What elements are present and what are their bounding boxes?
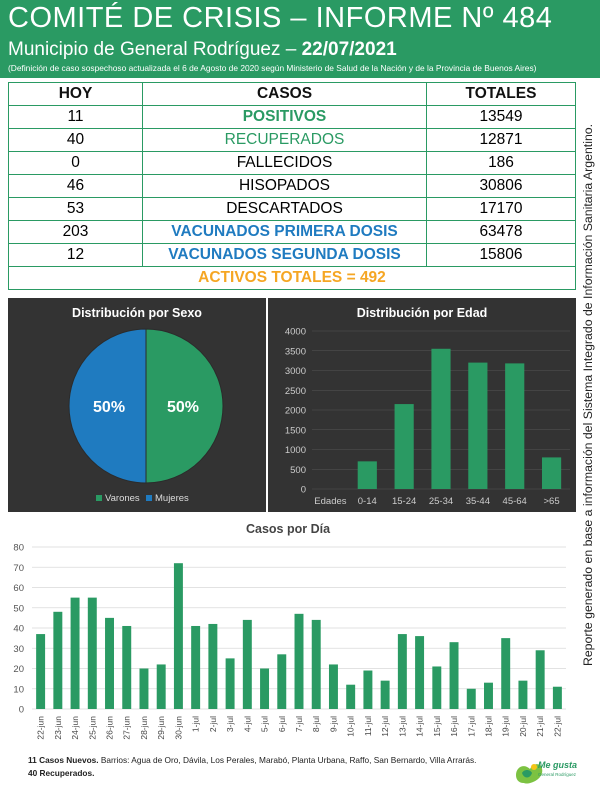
day-bar bbox=[122, 626, 131, 709]
sex-pie-chart bbox=[8, 298, 266, 512]
logo-text: Me gusta bbox=[538, 760, 578, 770]
table-row bbox=[9, 175, 576, 198]
x-tick-label: 5-jul bbox=[259, 716, 270, 733]
casos-cell: RECUPERADOS bbox=[143, 129, 427, 152]
x-tick-label: 10-jul bbox=[345, 716, 356, 737]
footnote-recovered: 40 Recuperados. bbox=[28, 768, 95, 778]
y-tick-label: 30 bbox=[13, 643, 24, 655]
y-tick-label: 3500 bbox=[284, 346, 306, 358]
daily-chart-title: Casos por Día bbox=[245, 522, 331, 536]
x-tick-label: 25-jun bbox=[87, 716, 98, 740]
casos-cell: HISOPADOS bbox=[143, 175, 427, 198]
daily-bar-chart bbox=[0, 536, 576, 754]
cases-table bbox=[8, 82, 576, 290]
day-bar bbox=[346, 685, 355, 709]
report-subtitle bbox=[8, 39, 397, 61]
barrios-list: Barrios: Agua de Oro, Dávila, Los Perales, Marabó, Planta Urbana, Raffo, San Bernardo, Villa Arrarás. bbox=[98, 755, 477, 765]
day-bar bbox=[53, 612, 62, 709]
hoy-cell: 40 bbox=[9, 129, 143, 152]
y-tick-label: 10 bbox=[13, 684, 24, 696]
x-tick-label: 7-jul bbox=[294, 716, 304, 733]
day-bar bbox=[363, 671, 372, 709]
hoy-cell: 203 bbox=[9, 221, 143, 244]
legend-label: Mujeres bbox=[155, 493, 189, 504]
casos-cell: DESCARTADOS bbox=[143, 198, 427, 221]
y-tick-label: 60 bbox=[13, 583, 24, 594]
hoy-cell: 0 bbox=[9, 152, 143, 175]
day-bar bbox=[277, 654, 286, 709]
x-tick-label: 35-44 bbox=[465, 496, 491, 507]
age-bar bbox=[542, 457, 561, 489]
age-bar bbox=[358, 461, 377, 489]
age-bar bbox=[468, 363, 487, 489]
x-tick-label: 25-34 bbox=[428, 496, 454, 507]
x-tick-label: 15-jul bbox=[431, 716, 442, 737]
y-tick-label: 4000 bbox=[284, 326, 306, 338]
x-tick-label: 4-jul bbox=[242, 716, 253, 733]
table-row bbox=[9, 244, 576, 267]
pie-value-label: 50% bbox=[93, 399, 126, 416]
header-totales: TOTALES bbox=[427, 83, 576, 106]
y-tick-label: 50 bbox=[13, 603, 24, 615]
day-bar bbox=[329, 664, 338, 709]
totales-cell: 30806 bbox=[427, 175, 576, 198]
x-tick-label: 8-jul bbox=[311, 716, 322, 733]
x-tick-label: 30-jun bbox=[173, 716, 184, 740]
x-tick-label: 2-jul bbox=[207, 716, 218, 733]
hoy-cell: 46 bbox=[9, 175, 143, 198]
day-bar bbox=[518, 681, 527, 709]
sex-chart-panel bbox=[8, 298, 266, 512]
age-bar bbox=[431, 349, 450, 489]
x-tick-label: 14-jul bbox=[414, 716, 425, 737]
x-tick-label: 29-jun bbox=[156, 716, 167, 740]
day-bar bbox=[553, 687, 562, 709]
age-bar bbox=[395, 404, 414, 489]
x-tick-label: 13-jul bbox=[397, 716, 408, 737]
age-bar-chart bbox=[268, 298, 576, 512]
day-bar bbox=[484, 683, 493, 709]
definition-note: (Definición de caso sospechoso actualizada el 6 de Agosto de 2020 según Ministerio de Salud de la Nación y de la Provincia de Buenos Aires) bbox=[8, 63, 537, 73]
day-bar bbox=[226, 658, 235, 709]
day-bar bbox=[243, 620, 252, 709]
totales-cell: 12871 bbox=[427, 129, 576, 152]
y-tick-label: 3000 bbox=[284, 366, 306, 377]
day-bar bbox=[381, 681, 390, 709]
x-tick-label: 9-jul bbox=[328, 716, 339, 733]
day-bar bbox=[157, 664, 166, 709]
x-tick-label: 0-14 bbox=[357, 496, 377, 507]
x-tick-label: 45-64 bbox=[502, 496, 527, 507]
header-hoy: HOY bbox=[9, 83, 143, 106]
x-tick-label: 18-jul bbox=[483, 716, 494, 737]
casos-cell: POSITIVOS bbox=[143, 106, 427, 129]
hoy-cell: 53 bbox=[9, 198, 143, 221]
hoy-cell: 12 bbox=[9, 244, 143, 267]
table-row bbox=[9, 106, 576, 129]
casos-cell: VACUNADOS SEGUNDA DOSIS bbox=[143, 244, 427, 267]
source-text: Reporte generado en base a información del Sistema Integrado de Información Sanitaria Argentino. bbox=[581, 123, 595, 667]
sex-chart-title: Distribución por Sexo bbox=[72, 306, 202, 320]
logo-subtext: General Rodríguez bbox=[538, 772, 577, 777]
report-date: 22/07/2021 bbox=[301, 39, 397, 60]
day-bar bbox=[71, 598, 80, 709]
day-bar bbox=[88, 598, 97, 709]
casos-cell: VACUNADOS PRIMERA DOSIS bbox=[143, 221, 427, 244]
y-tick-label: 0 bbox=[300, 484, 306, 496]
pie-value-label: 50% bbox=[166, 399, 199, 416]
totales-cell: 13549 bbox=[427, 106, 576, 129]
y-tick-label: 0 bbox=[18, 704, 24, 716]
x-tick-label: 1-jul bbox=[190, 716, 201, 733]
y-tick-label: 2500 bbox=[284, 385, 306, 397]
day-bar bbox=[398, 634, 407, 709]
y-tick-label: 1500 bbox=[284, 425, 306, 437]
x-tick-label: 3-jul bbox=[225, 716, 236, 733]
x-tick-label: 26-jun bbox=[104, 716, 115, 740]
age-chart-title: Distribución por Edad bbox=[356, 306, 488, 320]
header-casos: CASOS bbox=[143, 83, 427, 106]
activos-total: ACTIVOS TOTALES = 492 bbox=[9, 267, 576, 290]
day-bar bbox=[312, 620, 321, 709]
day-bar bbox=[415, 636, 424, 709]
x-tick-label: 15-24 bbox=[391, 496, 417, 507]
day-bar bbox=[260, 669, 269, 710]
totales-cell: 17170 bbox=[427, 198, 576, 221]
y-tick-label: 80 bbox=[13, 542, 24, 554]
age-chart-panel bbox=[268, 298, 576, 512]
x-tick-label: 24-jun bbox=[70, 716, 81, 740]
legend-swatch bbox=[96, 495, 102, 501]
source-sidebar bbox=[577, 95, 599, 695]
totales-cell: 63478 bbox=[427, 221, 576, 244]
day-bar bbox=[139, 669, 148, 710]
x-tick-label: >65 bbox=[543, 496, 560, 507]
x-tick-label: 11-jul bbox=[362, 716, 373, 737]
report-header bbox=[0, 0, 600, 78]
day-bar bbox=[36, 634, 45, 709]
legend-swatch bbox=[146, 495, 152, 501]
x-tick-label: 17-jul bbox=[466, 716, 477, 737]
x-axis-label: Edades bbox=[314, 496, 347, 507]
day-bar bbox=[191, 626, 200, 709]
y-tick-label: 500 bbox=[290, 464, 306, 476]
municipality-label: Municipio de General Rodríguez – bbox=[8, 39, 302, 60]
x-tick-label: 23-jun bbox=[52, 716, 63, 740]
hoy-cell: 11 bbox=[9, 106, 143, 129]
y-tick-label: 70 bbox=[13, 562, 24, 574]
day-bar bbox=[295, 614, 304, 709]
day-bar bbox=[536, 650, 545, 709]
legend-label: Varones bbox=[105, 493, 140, 504]
activos-row bbox=[9, 267, 576, 290]
new-cases-count: 11 Casos Nuevos. bbox=[28, 755, 99, 765]
table-header-row bbox=[9, 83, 576, 106]
x-tick-label: 12-jul bbox=[380, 716, 391, 737]
table-row bbox=[9, 198, 576, 221]
x-tick-label: 28-jun bbox=[138, 716, 149, 740]
y-tick-label: 20 bbox=[13, 664, 24, 675]
x-tick-label: 19-jul bbox=[500, 716, 511, 737]
x-tick-label: 21-jul bbox=[535, 716, 546, 737]
table-row bbox=[9, 221, 576, 244]
age-bar bbox=[505, 363, 524, 489]
x-tick-label: 6-jul bbox=[276, 716, 287, 733]
day-bar bbox=[501, 638, 510, 709]
x-tick-label: 16-jul bbox=[449, 716, 460, 737]
x-tick-label: 20-jul bbox=[517, 716, 528, 737]
x-tick-label: 22-jun bbox=[35, 716, 46, 740]
day-bar bbox=[432, 666, 441, 709]
casos-cell: FALLECIDOS bbox=[143, 152, 427, 175]
y-tick-label: 1000 bbox=[284, 445, 306, 456]
day-bar bbox=[467, 689, 476, 709]
x-tick-label: 22-jul bbox=[552, 716, 563, 737]
footnote-new-cases bbox=[28, 755, 476, 765]
totales-cell: 15806 bbox=[427, 244, 576, 267]
y-tick-label: 2000 bbox=[284, 405, 306, 417]
day-bar bbox=[174, 563, 183, 709]
table-row bbox=[9, 129, 576, 152]
day-bar bbox=[450, 642, 459, 709]
totales-cell: 186 bbox=[427, 152, 576, 175]
y-tick-label: 40 bbox=[13, 623, 24, 635]
day-bar bbox=[208, 624, 217, 709]
report-title: COMITÉ DE CRISIS – INFORME Nº 484 bbox=[8, 2, 553, 34]
day-bar bbox=[105, 618, 114, 709]
x-tick-label: 27-jun bbox=[121, 716, 132, 740]
table-row bbox=[9, 152, 576, 175]
